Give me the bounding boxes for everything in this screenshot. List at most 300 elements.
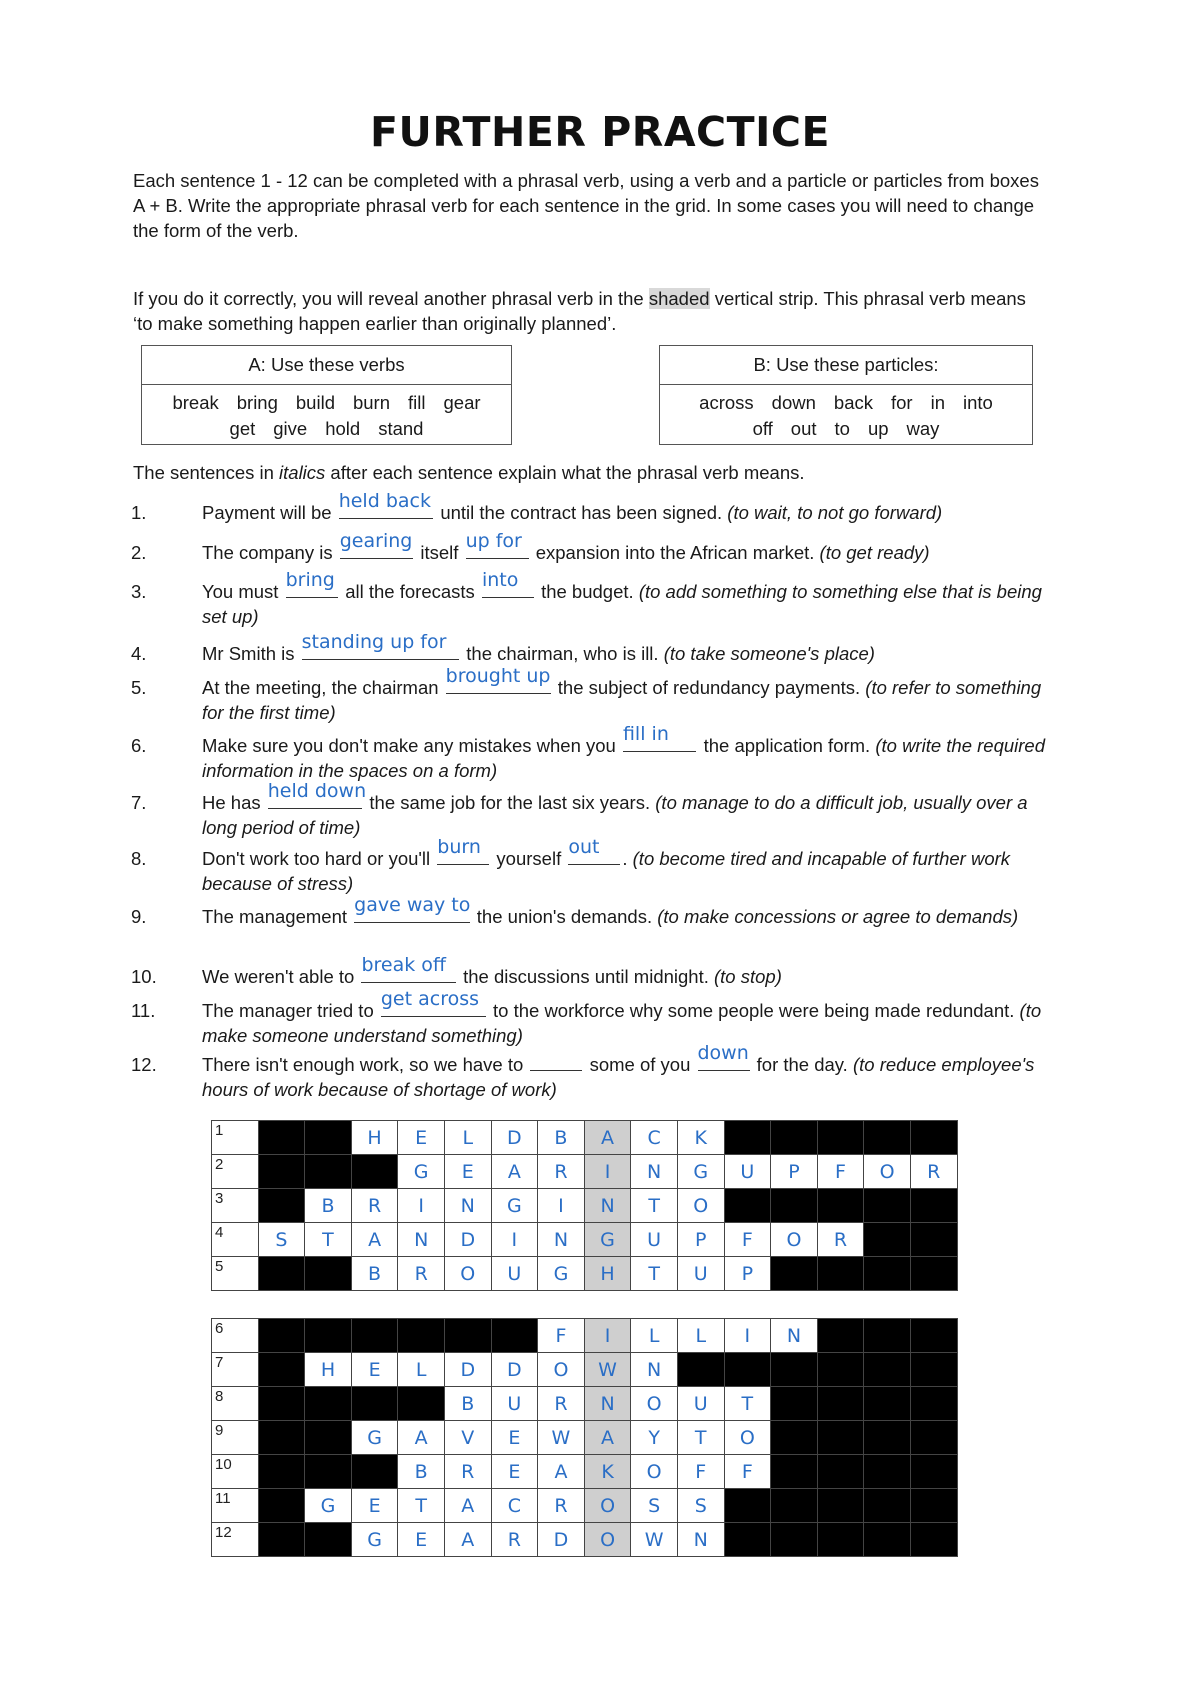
answer-blank[interactable]	[530, 1052, 582, 1071]
question-text-part: The management	[202, 906, 353, 927]
letter-cell[interactable]: F	[538, 1319, 585, 1353]
black-cell	[258, 1155, 305, 1189]
question-text	[202, 631, 1052, 666]
letter-cell[interactable]: A	[444, 1489, 491, 1523]
letter-cell[interactable]: U	[677, 1387, 724, 1421]
answer-blank[interactable]	[285, 569, 339, 598]
black-cell	[864, 1523, 911, 1557]
answer-blank[interactable]	[437, 836, 489, 865]
black-cell	[910, 1489, 957, 1523]
grid-number-cell	[212, 1421, 259, 1455]
shaded-letter-cell[interactable]: G	[584, 1223, 631, 1257]
black-cell	[817, 1257, 864, 1291]
shaded-letter-cell[interactable]: K	[584, 1455, 631, 1489]
letter-cell[interactable]: G	[305, 1489, 352, 1523]
letter-cell[interactable]: G	[398, 1155, 445, 1189]
black-cell	[817, 1489, 864, 1523]
letter-cell[interactable]: G	[677, 1155, 724, 1189]
grid-number-cell	[212, 1257, 259, 1291]
verbs-box-heading: A: Use these verbs	[142, 346, 511, 385]
letter-cell[interactable]: F	[677, 1455, 724, 1489]
letter-cell[interactable]: R	[538, 1489, 585, 1523]
letter-cell[interactable]: I	[538, 1189, 585, 1223]
black-cell	[724, 1489, 771, 1523]
black-cell	[910, 1189, 957, 1223]
question-meaning: (to take someone's place)	[663, 643, 875, 664]
shaded-letter-cell[interactable]: I	[584, 1155, 631, 1189]
question-meaning: (to make someone understand something)	[202, 1000, 1042, 1046]
letter-cell[interactable]: O	[771, 1223, 818, 1257]
question-text-part: The manager tried to	[202, 1000, 379, 1021]
black-cell	[258, 1489, 305, 1523]
black-cell	[258, 1257, 305, 1291]
answer-blank[interactable]	[338, 490, 434, 519]
letter-cell[interactable]: L	[677, 1319, 724, 1353]
row-number: 5	[215, 1258, 224, 1275]
answer-blank[interactable]	[445, 665, 551, 694]
answer-blank[interactable]	[465, 530, 529, 559]
letter-cell[interactable]: B	[538, 1121, 585, 1155]
letter-cell[interactable]: P	[724, 1257, 771, 1291]
question-meaning: (to refer to something for the first time)	[202, 677, 1042, 723]
handwritten-answer: held down	[267, 780, 367, 802]
grid-number-cell	[212, 1523, 259, 1557]
verb-word-stand: stand	[378, 418, 424, 439]
black-cell	[351, 1387, 398, 1421]
handwritten-answer: burn	[437, 836, 481, 858]
answer-blank[interactable]	[301, 631, 460, 660]
letter-cell[interactable]: T	[305, 1223, 352, 1257]
grid-row	[212, 1353, 958, 1387]
letter-cell[interactable]: I	[724, 1319, 771, 1353]
grid-row	[212, 1455, 958, 1489]
letter-cell[interactable]: P	[771, 1155, 818, 1189]
letter-cell[interactable]: E	[398, 1121, 445, 1155]
particle-word-way: way	[906, 418, 940, 439]
letter-cell[interactable]: D	[444, 1353, 491, 1387]
particle-word-to: to	[834, 418, 850, 439]
letter-cell[interactable]: A	[398, 1421, 445, 1455]
letter-cell[interactable]: N	[631, 1155, 678, 1189]
verb-word-hold: hold	[325, 418, 361, 439]
grid-row	[212, 1257, 958, 1291]
question-text	[202, 530, 1052, 565]
question-text-part: itself	[415, 542, 464, 563]
black-cell	[258, 1353, 305, 1387]
italics-note-word: italics	[279, 462, 326, 483]
black-cell	[351, 1319, 398, 1353]
letter-cell[interactable]: R	[910, 1155, 957, 1189]
black-cell	[258, 1387, 305, 1421]
question-number: 7.	[131, 792, 147, 813]
question-number: 12.	[131, 1054, 157, 1075]
black-cell	[724, 1121, 771, 1155]
question-text	[202, 1042, 1052, 1102]
question-text-part: the subject of redundancy payments.	[552, 677, 866, 698]
letter-cell[interactable]: E	[444, 1155, 491, 1189]
letter-cell[interactable]: D	[491, 1121, 538, 1155]
verb-word-bring: bring	[236, 392, 278, 413]
black-cell	[771, 1257, 818, 1291]
row-number: 1	[215, 1122, 224, 1139]
black-cell	[817, 1421, 864, 1455]
black-cell	[724, 1189, 771, 1223]
black-cell	[817, 1121, 864, 1155]
black-cell	[258, 1421, 305, 1455]
black-cell	[817, 1353, 864, 1387]
particles-box-words	[660, 385, 1032, 442]
row-number: 4	[215, 1224, 224, 1241]
black-cell	[864, 1421, 911, 1455]
particle-word-into: into	[962, 392, 993, 413]
particle-word-down: down	[771, 392, 816, 413]
letter-cell[interactable]: B	[444, 1387, 491, 1421]
shaded-letter-cell[interactable]: O	[584, 1489, 631, 1523]
letter-cell[interactable]: T	[677, 1421, 724, 1455]
handwritten-answer: gave way to	[354, 894, 471, 916]
answer-blank[interactable]	[568, 836, 620, 865]
row-number: 9	[215, 1422, 224, 1439]
question-text	[202, 894, 1052, 929]
letter-cell[interactable]: G	[538, 1257, 585, 1291]
letter-cell[interactable]: U	[677, 1257, 724, 1291]
black-cell	[677, 1353, 724, 1387]
shaded-letter-cell[interactable]: I	[584, 1319, 631, 1353]
answer-blank[interactable]	[380, 988, 486, 1017]
particle-word-up: up	[867, 418, 889, 439]
question-text	[202, 954, 1052, 989]
page-title: FURTHER PRACTICE	[370, 108, 830, 156]
letter-cell[interactable]: C	[491, 1489, 538, 1523]
grid-row	[212, 1155, 958, 1189]
particle-word-back: back	[833, 392, 873, 413]
letter-cell[interactable]: P	[677, 1223, 724, 1257]
black-cell	[864, 1257, 911, 1291]
letter-cell[interactable]: N	[398, 1223, 445, 1257]
question-text	[202, 780, 1052, 840]
letter-cell[interactable]: D	[444, 1223, 491, 1257]
letter-cell[interactable]: O	[864, 1155, 911, 1189]
question-number: 6.	[131, 735, 147, 756]
black-cell	[910, 1523, 957, 1557]
question-text-part: the union's demands.	[471, 906, 658, 927]
letter-cell[interactable]: N	[631, 1353, 678, 1387]
letter-cell[interactable]: A	[351, 1223, 398, 1257]
particle-word-in: in	[930, 392, 945, 413]
grid-number-cell	[212, 1189, 259, 1223]
grid-number-cell	[212, 1121, 259, 1155]
letter-cell[interactable]: O	[677, 1189, 724, 1223]
question-number: 1.	[131, 502, 147, 523]
answer-blank[interactable]	[354, 894, 471, 923]
italics-note	[133, 460, 1043, 485]
black-cell	[771, 1387, 818, 1421]
question-number: 3.	[131, 581, 147, 602]
row-number: 12	[215, 1524, 232, 1541]
black-cell	[817, 1189, 864, 1223]
grid-number-cell	[212, 1455, 259, 1489]
handwritten-answer: into	[481, 569, 519, 591]
handwritten-answer: standing up for	[301, 631, 447, 653]
letter-cell[interactable]: N	[538, 1223, 585, 1257]
black-cell	[305, 1121, 352, 1155]
black-cell	[305, 1387, 352, 1421]
letter-cell[interactable]: I	[398, 1189, 445, 1223]
letter-cell[interactable]: T	[724, 1387, 771, 1421]
letter-cell[interactable]: N	[677, 1523, 724, 1557]
particles-box-b	[659, 345, 1033, 445]
letter-cell[interactable]: S	[258, 1223, 305, 1257]
letter-cell[interactable]: B	[351, 1257, 398, 1291]
grid-row	[212, 1489, 958, 1523]
letter-cell[interactable]: V	[444, 1421, 491, 1455]
letter-cell[interactable]: Y	[631, 1421, 678, 1455]
black-cell	[258, 1189, 305, 1223]
question-text-part: some of you	[584, 1054, 696, 1075]
black-cell	[258, 1455, 305, 1489]
question-text-part: Don't work too hard or you'll	[202, 848, 436, 869]
letter-cell[interactable]: B	[305, 1189, 352, 1223]
handwritten-answer: up for	[465, 530, 522, 552]
question-text-part: Payment will be	[202, 502, 337, 523]
letter-cell[interactable]: N	[771, 1319, 818, 1353]
shaded-letter-cell[interactable]: N	[584, 1189, 631, 1223]
particle-word-out: out	[790, 418, 817, 439]
question-number: 8.	[131, 848, 147, 869]
grid-row	[212, 1387, 958, 1421]
letter-cell[interactable]: D	[538, 1523, 585, 1557]
question-meaning: (to manage to do a difficult job, usually over a long period of time)	[202, 792, 1028, 838]
black-cell	[398, 1387, 445, 1421]
black-cell	[771, 1189, 818, 1223]
letter-cell[interactable]: O	[724, 1421, 771, 1455]
black-cell	[817, 1523, 864, 1557]
letter-cell[interactable]: H	[305, 1353, 352, 1387]
black-cell	[305, 1257, 352, 1291]
verb-word-gear: gear	[443, 392, 481, 413]
question-number: 9.	[131, 906, 147, 927]
letter-cell[interactable]: G	[351, 1523, 398, 1557]
verb-word-get: get	[229, 418, 256, 439]
black-cell	[491, 1319, 538, 1353]
question-meaning: (to write the required information in the spaces on a form)	[202, 735, 1046, 781]
shaded-letter-cell[interactable]: W	[584, 1353, 631, 1387]
question-number: 5.	[131, 677, 147, 698]
letter-cell[interactable]: R	[444, 1455, 491, 1489]
question-meaning: (to reduce employee's hours of work because of shortage of work)	[202, 1054, 1035, 1100]
black-cell	[771, 1489, 818, 1523]
question-text-part: The company is	[202, 542, 338, 563]
letter-cell[interactable]: K	[677, 1121, 724, 1155]
letter-cell[interactable]: I	[491, 1223, 538, 1257]
answer-blank[interactable]	[622, 723, 697, 752]
letter-cell[interactable]: S	[631, 1489, 678, 1523]
question-text-part: .	[622, 848, 633, 869]
row-number: 6	[215, 1320, 224, 1337]
letter-cell[interactable]: R	[351, 1189, 398, 1223]
letter-cell[interactable]: E	[351, 1353, 398, 1387]
black-cell	[398, 1319, 445, 1353]
letter-cell[interactable]: A	[538, 1455, 585, 1489]
crossword-grid-top	[211, 1120, 958, 1291]
question-meaning: (to become tired and incapable of further work because of stress)	[202, 848, 1011, 894]
question-meaning: (to make concessions or agree to demands)	[657, 906, 1019, 927]
letter-cell[interactable]: F	[817, 1155, 864, 1189]
grid-number-cell	[212, 1223, 259, 1257]
letter-cell[interactable]: O	[631, 1455, 678, 1489]
letter-cell[interactable]: W	[538, 1421, 585, 1455]
letter-cell[interactable]: O	[444, 1257, 491, 1291]
letter-cell[interactable]: H	[351, 1121, 398, 1155]
letter-cell[interactable]: R	[817, 1223, 864, 1257]
question-text-part: the same job for the last six years.	[364, 792, 656, 813]
letter-cell[interactable]: L	[398, 1353, 445, 1387]
letter-cell[interactable]: O	[631, 1387, 678, 1421]
grid-row	[212, 1223, 958, 1257]
letter-cell[interactable]: R	[491, 1523, 538, 1557]
letter-cell[interactable]: E	[491, 1421, 538, 1455]
question-text-part: until the contract has been signed.	[435, 502, 728, 523]
question-meaning: (to wait, to not go forward)	[727, 502, 943, 523]
shaded-letter-cell[interactable]: O	[584, 1523, 631, 1557]
grid-row	[212, 1189, 958, 1223]
letter-cell[interactable]: U	[491, 1257, 538, 1291]
black-cell	[817, 1455, 864, 1489]
question-text-part: You must	[202, 581, 284, 602]
black-cell	[305, 1319, 352, 1353]
letter-cell[interactable]: C	[631, 1121, 678, 1155]
black-cell	[864, 1387, 911, 1421]
question-text-part: expansion into the African market.	[530, 542, 820, 563]
shaded-letter-cell[interactable]: A	[584, 1121, 631, 1155]
question-text-part: There isn't enough work, so we have to	[202, 1054, 529, 1075]
shaded-letter-cell[interactable]: N	[584, 1387, 631, 1421]
black-cell	[910, 1421, 957, 1455]
shaded-letter-cell[interactable]: A	[584, 1421, 631, 1455]
black-cell	[864, 1121, 911, 1155]
question-number: 2.	[131, 542, 147, 563]
letter-cell[interactable]: F	[724, 1223, 771, 1257]
answer-blank[interactable]	[697, 1042, 750, 1071]
answer-blank[interactable]	[267, 780, 367, 809]
grid-number-cell	[212, 1319, 259, 1353]
letter-cell[interactable]: D	[491, 1353, 538, 1387]
letter-cell[interactable]: E	[398, 1523, 445, 1557]
letter-cell[interactable]: R	[538, 1155, 585, 1189]
verb-word-burn: burn	[352, 392, 391, 413]
question-text-part: to the workforce why some people were being made redundant.	[487, 1000, 1020, 1021]
italics-note-start: The sentences in	[133, 462, 280, 483]
letter-cell[interactable]: U	[724, 1155, 771, 1189]
question-text-part: for the day.	[751, 1054, 853, 1075]
verb-word-fill: fill	[408, 392, 426, 413]
letter-cell[interactable]: E	[351, 1489, 398, 1523]
black-cell	[771, 1353, 818, 1387]
intro-p2-end: vertical strip. This phrasal verb means ‘to make something happen earlier than originally planned’.	[133, 288, 1026, 334]
answer-blank[interactable]	[481, 569, 534, 598]
black-cell	[305, 1155, 352, 1189]
black-cell	[771, 1455, 818, 1489]
black-cell	[817, 1387, 864, 1421]
letter-cell[interactable]: R	[538, 1387, 585, 1421]
black-cell	[910, 1257, 957, 1291]
grid-number-cell	[212, 1387, 259, 1421]
black-cell	[910, 1353, 957, 1387]
letter-cell[interactable]: L	[444, 1121, 491, 1155]
black-cell	[771, 1421, 818, 1455]
italics-note-end: after each sentence explain what the phrasal verb means.	[325, 462, 805, 483]
black-cell	[305, 1523, 352, 1557]
letter-cell[interactable]: E	[491, 1455, 538, 1489]
row-number: 7	[215, 1354, 224, 1371]
letter-cell[interactable]: U	[491, 1387, 538, 1421]
answer-blank[interactable]	[339, 530, 414, 559]
letter-cell[interactable]: N	[444, 1189, 491, 1223]
black-cell	[258, 1523, 305, 1557]
letter-cell[interactable]: G	[351, 1421, 398, 1455]
question-number: 11.	[131, 1000, 156, 1021]
black-cell	[724, 1353, 771, 1387]
black-cell	[258, 1121, 305, 1155]
letter-cell[interactable]: A	[491, 1155, 538, 1189]
answer-blank[interactable]	[361, 954, 456, 983]
question-text-part: the discussions until midnight.	[457, 966, 714, 987]
letter-cell[interactable]: O	[538, 1353, 585, 1387]
intro-paragraph-2	[133, 286, 1043, 336]
black-cell	[817, 1319, 864, 1353]
letter-cell[interactable]: B	[398, 1455, 445, 1489]
black-cell	[910, 1455, 957, 1489]
letter-cell[interactable]: T	[398, 1489, 445, 1523]
row-number: 2	[215, 1156, 224, 1173]
handwritten-answer: bring	[285, 569, 335, 591]
verbs-box-words	[142, 385, 511, 442]
black-cell	[305, 1455, 352, 1489]
particle-word-across: across	[699, 392, 754, 413]
question-text-part: yourself	[491, 848, 567, 869]
particle-word-for: for	[890, 392, 913, 413]
black-cell	[910, 1121, 957, 1155]
letter-cell[interactable]: S	[677, 1489, 724, 1523]
black-cell	[351, 1155, 398, 1189]
black-cell	[910, 1387, 957, 1421]
letter-cell[interactable]: A	[444, 1523, 491, 1557]
letter-cell[interactable]: U	[631, 1223, 678, 1257]
letter-cell[interactable]: T	[631, 1189, 678, 1223]
letter-cell[interactable]: L	[631, 1319, 678, 1353]
question-text-part: the budget.	[535, 581, 639, 602]
handwritten-answer: brought up	[445, 665, 551, 687]
letter-cell[interactable]: F	[724, 1455, 771, 1489]
crossword-grid-bottom	[211, 1318, 958, 1557]
letter-cell[interactable]: G	[491, 1189, 538, 1223]
handwritten-answer: out	[568, 836, 600, 858]
grid-row	[212, 1421, 958, 1455]
question-text	[202, 665, 1052, 725]
question-text	[202, 988, 1052, 1048]
question-text	[202, 836, 1052, 896]
letter-cell[interactable]: R	[398, 1257, 445, 1291]
question-text-part: all the forecasts	[340, 581, 480, 602]
shaded-letter-cell[interactable]: H	[584, 1257, 631, 1291]
handwritten-answer: down	[697, 1042, 749, 1064]
handwritten-answer: held back	[338, 490, 431, 512]
particles-box-heading: B: Use these particles:	[660, 346, 1032, 385]
grid-number-cell	[212, 1489, 259, 1523]
letter-cell[interactable]: W	[631, 1523, 678, 1557]
letter-cell[interactable]: T	[631, 1257, 678, 1291]
black-cell	[910, 1223, 957, 1257]
